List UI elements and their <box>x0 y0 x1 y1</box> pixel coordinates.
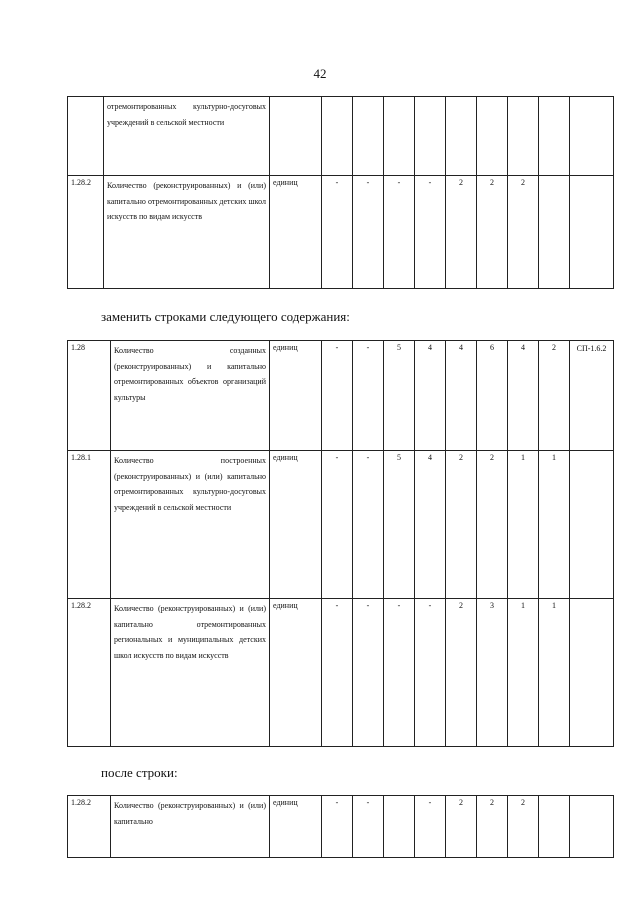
row-code: 1.28.1 <box>68 451 111 599</box>
row-note <box>570 599 614 747</box>
row-code: 1.28.2 <box>68 796 111 858</box>
row-value: 2 <box>477 451 508 599</box>
row-value: - <box>353 341 384 451</box>
row-value: 4 <box>446 341 477 451</box>
table-row <box>68 176 614 289</box>
row-value: 5 <box>384 341 415 451</box>
row-value: 2 <box>477 796 508 858</box>
row-value: - <box>322 796 353 858</box>
row-value: - <box>384 176 415 289</box>
table-row <box>68 796 614 858</box>
row-code <box>68 97 104 176</box>
row-value: 5 <box>384 451 415 599</box>
row-value: - <box>415 176 446 289</box>
table-row <box>68 599 614 747</box>
row-value: - <box>322 341 353 451</box>
row-value: 1 <box>539 451 570 599</box>
row-value: 2 <box>508 796 539 858</box>
row-value: 2 <box>508 176 539 289</box>
page-number: 42 <box>313 66 327 81</box>
row-value: 3 <box>477 599 508 747</box>
row-note <box>570 97 614 176</box>
table-bottom <box>67 795 614 858</box>
row-value: - <box>322 176 353 289</box>
row-value: - <box>384 599 415 747</box>
row-value <box>353 97 384 176</box>
row-description: Количество (реконструированных) и (или) капитально отремонтированных детских школ искусств по видам искусств <box>104 176 270 289</box>
row-value: - <box>415 796 446 858</box>
row-description: Количество (реконструированных) и (или) капитально <box>111 796 270 858</box>
row-unit: единиц <box>270 451 322 599</box>
row-value <box>539 796 570 858</box>
row-value: 4 <box>508 341 539 451</box>
row-value <box>477 97 508 176</box>
row-value <box>415 97 446 176</box>
row-value: 4 <box>415 451 446 599</box>
row-value <box>384 97 415 176</box>
table-top <box>67 96 614 289</box>
replace-paragraph: заменить строками следующего содержания: <box>101 309 350 324</box>
row-note <box>570 176 614 289</box>
row-description: отремонтированных культурно-досуговых учреждений в сельской местности <box>104 97 270 176</box>
row-value: 6 <box>477 341 508 451</box>
row-note: СП-1.6.2 <box>570 341 614 451</box>
row-value: 2 <box>446 176 477 289</box>
row-value <box>446 97 477 176</box>
row-value: - <box>415 599 446 747</box>
row-note <box>570 451 614 599</box>
row-unit <box>270 97 322 176</box>
table-middle <box>67 340 614 747</box>
row-value <box>508 97 539 176</box>
row-value: 4 <box>415 341 446 451</box>
row-value: 1 <box>539 599 570 747</box>
row-unit: единиц <box>270 341 322 451</box>
row-value: 2 <box>446 451 477 599</box>
row-value <box>539 176 570 289</box>
row-note <box>570 796 614 858</box>
row-code: 1.28 <box>68 341 111 451</box>
row-value: - <box>353 176 384 289</box>
row-value: - <box>322 599 353 747</box>
row-code: 1.28.2 <box>68 176 104 289</box>
row-value: 2 <box>446 796 477 858</box>
row-value: 2 <box>539 341 570 451</box>
row-value: 2 <box>477 176 508 289</box>
row-value: - <box>353 451 384 599</box>
row-description: Количество (реконструированных) и (или) капитально отремонтированных региональных и муниципальных детских школ искусств по видам искусств <box>111 599 270 747</box>
row-value <box>384 796 415 858</box>
row-unit: единиц <box>270 796 322 858</box>
row-value <box>322 97 353 176</box>
row-unit: единиц <box>270 599 322 747</box>
row-value: 1 <box>508 451 539 599</box>
row-unit: единиц <box>270 176 322 289</box>
row-description: Количество построенных (реконструированных) и (или) капитально отремонтированных культурно-досуговых учреждений в сельской местности <box>111 451 270 599</box>
row-value: - <box>322 451 353 599</box>
row-code: 1.28.2 <box>68 599 111 747</box>
row-description: Количество созданных (реконструированных) и капитально отремонтированных объектов организаций культуры <box>111 341 270 451</box>
row-value: - <box>353 796 384 858</box>
row-value: 2 <box>446 599 477 747</box>
row-value <box>539 97 570 176</box>
table-row <box>68 341 614 451</box>
row-value: - <box>353 599 384 747</box>
table-row <box>68 451 614 599</box>
table-row <box>68 97 614 176</box>
row-value: 1 <box>508 599 539 747</box>
after-paragraph: после строки: <box>101 765 178 780</box>
